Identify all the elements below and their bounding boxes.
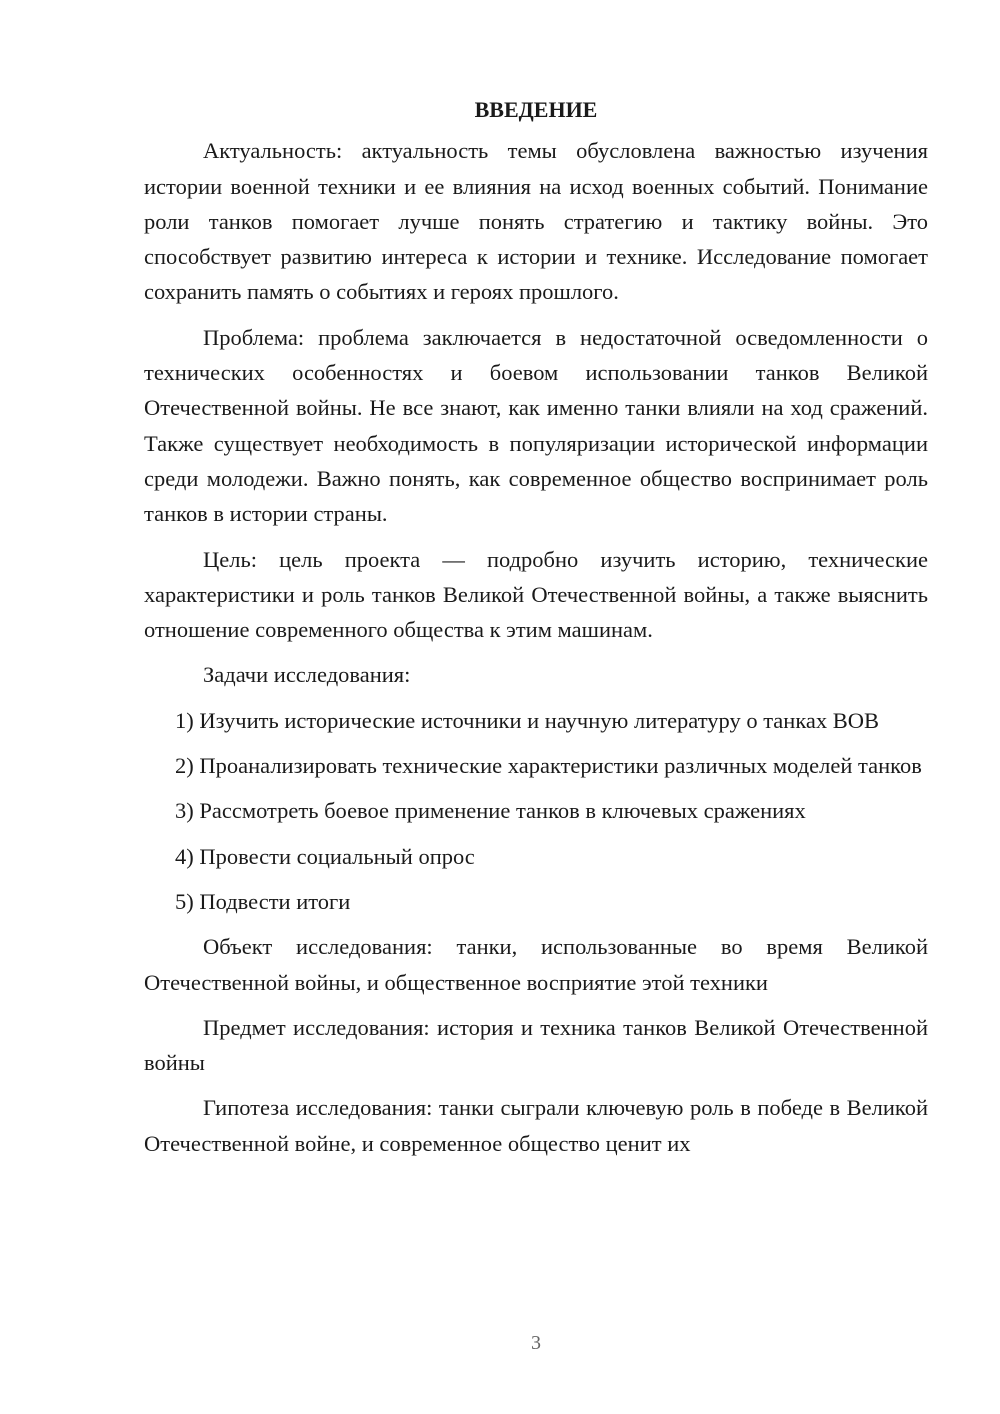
paragraph-subject: Предмет исследования: история и техника танков Великой Отечественной войны: [144, 1014, 928, 1076]
paragraph-goal: Цель: цель проекта — подробно изучить историю, технические характеристики и роль танков Великой Отечественной войны, а также выяснить отношение современного общества к этим машинам.: [144, 546, 928, 643]
page-title: ВВЕДЕНИЕ: [474, 97, 598, 122]
paragraph-relevance: Актуальность: актуальность темы обусловлена важностью изучения истории военной техники и ее влияния на исход военных событий. Понимание роли танков помогает лучше понять стратегию и тактику войны. Это способствует развитию интереса к истории и технике. Исследование помогает сохранить память о событиях и героях прошлого.: [144, 138, 928, 305]
task-item-5: 5) Подвести итоги: [175, 888, 351, 914]
tasks-heading: Задачи исследования:: [203, 662, 411, 688]
paragraph-object: Объект исследования: танки, использованные во время Великой Отечественной войны, и общественное восприятие этой техники: [144, 934, 928, 995]
task-item-2: 2) Проанализировать технические характеристики различных моделей танков: [175, 753, 922, 779]
task-item-3: 3) Рассмотреть боевое применение танков в ключевых сражениях: [175, 798, 806, 824]
task-item-4: 4) Провести социальный опрос: [175, 843, 475, 869]
document-page: [144, 92, 928, 1171]
paragraph-problem: Проблема: проблема заключается в недостаточной осведомленности о технических особенностях и боевом использовании танков Великой Отечественной войны. Не все знают, как именно танки влияли на ход сражений. Также существует необходимость в популяризации исторической информации среди молодежи. Важно понять, как современное общество воспринимает роль танков в истории страны.: [144, 324, 928, 527]
page-number: 3: [531, 1332, 541, 1354]
paragraph-hypothesis: Гипотеза исследования: танки сыграли ключевую роль в победе в Великой Отечественной войне, и современное общество ценит их: [144, 1095, 928, 1156]
task-item-1: 1) Изучить исторические источники и научную литературу о танках ВОВ: [175, 707, 880, 733]
